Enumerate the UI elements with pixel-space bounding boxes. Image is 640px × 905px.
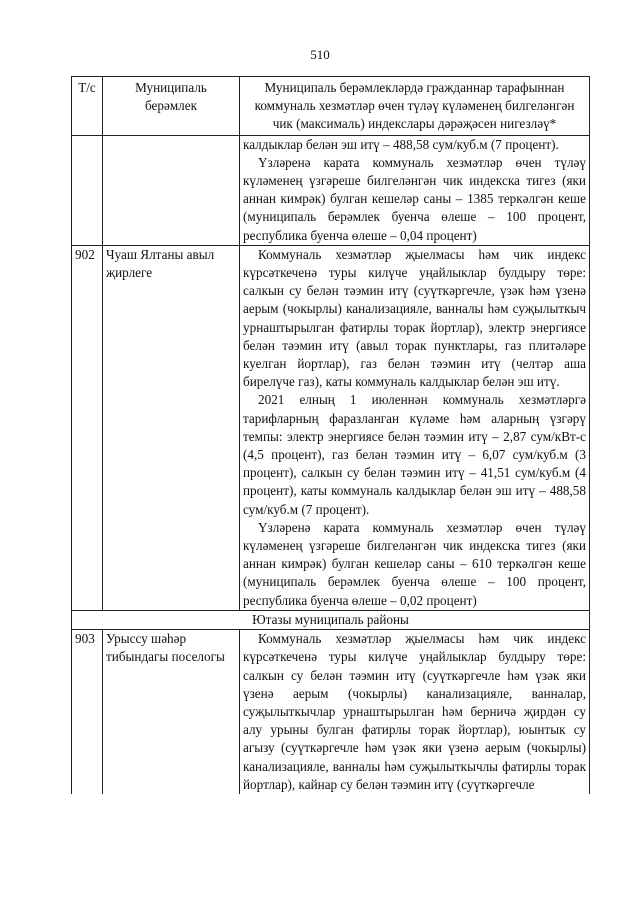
district-heading: Ютазы муниципаль районы bbox=[72, 610, 590, 629]
cell-index-text bbox=[240, 135, 590, 245]
cell-index-text bbox=[240, 245, 590, 610]
table-row bbox=[72, 630, 590, 794]
table-row-continuation bbox=[72, 135, 590, 245]
cell-name-empty bbox=[103, 135, 240, 245]
header-municipality: Муниципаль берәмлек bbox=[103, 77, 240, 136]
page-number: 510 bbox=[310, 47, 330, 62]
district-heading-row bbox=[72, 610, 590, 629]
index-table bbox=[71, 76, 590, 794]
paragraph: Коммуналь хезмәтләр җыелмасы һәм чик индекс күрсәткеченә туры килүче уңайлыклар булдыру төре: салкын су белән тәэмин итү (суүткәргечле, үзәк һәм үзенә аерым (чокырлы) канализацияле, ванналы һәм суҗылыткыч урнаштырылган фатирлы торак йортлар), электр энергиясе белән тәэмин итү (авыл торак пунктлары, газ плитәләре куелган йортлар), газ белән тәэмин итү (челтәр аша бирелүче газ), каты коммуналь калдыклар белән эш итү. bbox=[243, 246, 586, 390]
table-row bbox=[72, 245, 590, 610]
cell-number: 903 bbox=[72, 630, 103, 794]
cell-municipality-name: Урыссу шәһәр тибындагы поселогы bbox=[103, 630, 240, 794]
cell-municipality-name: Чуаш Ялтаны авыл җирлеге bbox=[103, 245, 240, 610]
paragraph: Үзләренә карата коммуналь хезмәтләр өчен түләү күләменең үзгәреше билгеләнгән чик индекска тигез (яки аннан кимрәк) булган кешеләр саны – 1385 теркәлгән кеше (муниципаль берәмлек буенча өлеше – 100 процент, республика буенча өлеше – 0,04 процент) bbox=[243, 154, 586, 243]
cell-number-empty bbox=[72, 135, 103, 245]
paragraph: Үзләренә карата коммуналь хезмәтләр өчен түләү күләменең үзгәреше билгеләнгән чик индекска тигез (яки аннан кимрәк) булган кешеләр саны – 610 теркәлгән кеше (муниципаль берәмлек буенча өлеше – 100 процент, республика буенча өлеше – 0,02 процент) bbox=[243, 519, 586, 608]
paragraph: калдыклар белән эш итү – 488,58 сум/куб.м (7 процент). bbox=[243, 136, 559, 152]
header-number: Т/с bbox=[72, 77, 103, 136]
paragraph: 2021 елның 1 июленнән коммуналь хезмәтләргә тарифларның фаразланган күләме һәм аларның үзгәрү темпы: электр энергиясе белән тәэмин итү – 2,87 сум/кВт-с (4,5 процент), газ белән тәэмин итү – 6,07 сум/куб.м (3 процент), салкын су белән тәэмин итү – 41,51 сум/куб.м (4 процент), каты коммуналь калдыклар белән эш итү – 488,58 сум/куб.м (7 процент). bbox=[243, 392, 586, 517]
cell-number: 902 bbox=[72, 245, 103, 610]
header-index: Муниципаль берәмлекләрдә гражданнар тарафыннан коммуналь хезмәтләр өчен түләү күләменең билгеләнгән чик (максималь) индекслары дәрәҗәсен нигезләү* bbox=[240, 77, 590, 136]
paragraph: Коммуналь хезмәтләр җыелмасы һәм чик индекс күрсәткеченә туры килүче уңайлыклар булдыру төре: салкын су белән тәэмин итү (суүткәргечле һәм үзәк яки үзенә аерым (чокырлы) канализацияле, ванналар, суҗылыткычлар урнаштырылган һәм берничә җирдән су алу урыны булган фатирлы торак йортлар), юынтык су агызу (суүткәргечле һәм үзәк яки үзенә аерым (чокырлы) канализацияле, ванналы һәм суҗылыткычлы фатирлы торак йортлар), кайнар су белән тәэмин итү (суүткәргечле bbox=[243, 631, 586, 792]
cell-index-text bbox=[240, 630, 590, 794]
table-header-row bbox=[72, 77, 590, 136]
